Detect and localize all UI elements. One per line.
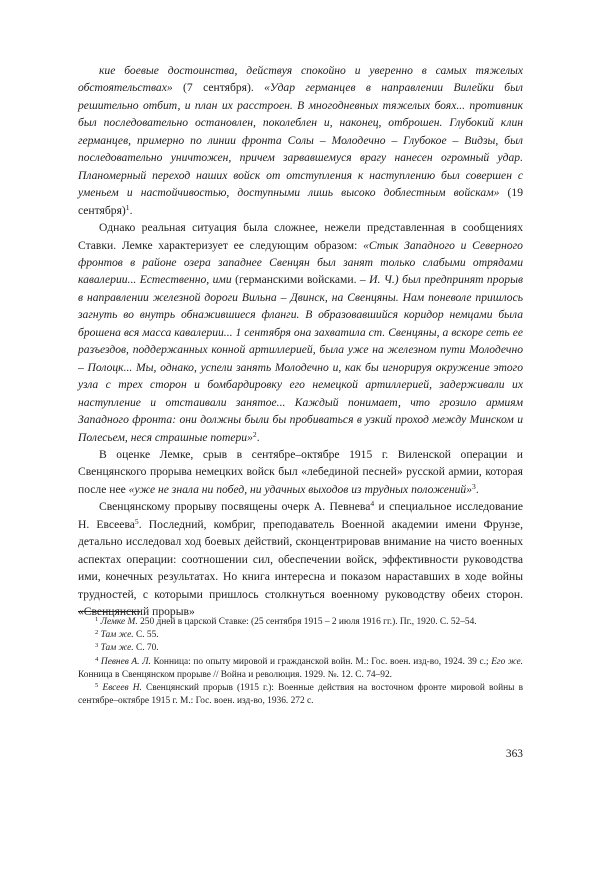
footnote-item bbox=[78, 642, 523, 655]
text-run: Конница: по опыту мировой и гражданской войн. М.: Гос. воен. изд-во, 1924. 39 с.; bbox=[150, 656, 492, 667]
footnote-separator-rule bbox=[78, 611, 140, 612]
paragraph-4 bbox=[78, 498, 523, 620]
footnote-reference[interactable]: 4 bbox=[370, 499, 375, 509]
text-run: «Удар германцев в направлении Вилейки был решительно отбит, и план их расстроен. В многодневных тяжелых боях... противник был последовательно остановлен, поколеблен и, наконец, отброшен. Глубокий клин германцев, примерно по линии фронта Солы – Молодечно – Глубокое – Видзы, был последовательно уничтожен, причем зарвавшемуся врагу нанесен огромный удар. Планомерный переход наших войск от отступления к наступлению был совершен с уменьем и настойчивостью, доступными лишь высоко доблестным войскам» bbox=[78, 81, 523, 200]
text-run: Его же. bbox=[491, 656, 523, 667]
footnote-marker: 5 bbox=[95, 682, 99, 690]
text-run: И. Ч.) bbox=[369, 273, 403, 287]
footnote-item bbox=[78, 682, 523, 708]
text-run: Конница в Свенцянском прорыве // Война и революция. 1929. №. 12. С. 74–92. bbox=[78, 669, 392, 680]
footnote-item bbox=[78, 656, 523, 682]
footnote-list bbox=[78, 616, 523, 708]
text-run: В оценке Лемке, срыв в сентябре–октябре 1915 г. Виленской операции и Свенцянского прорыва немецких войск был «лебединой песней» русской армии, которая после нее bbox=[78, 447, 523, 496]
text-run: С. 55. bbox=[133, 630, 159, 641]
footnote-marker: 1 bbox=[95, 616, 99, 624]
text-run: С. 70. bbox=[133, 643, 159, 654]
footnote-marker: 3 bbox=[95, 642, 99, 650]
footnote-reference[interactable]: 3 bbox=[472, 482, 476, 492]
text-run: (7 сентября). bbox=[172, 81, 265, 95]
text-run: . bbox=[475, 482, 479, 496]
text-run: Лемке М. bbox=[100, 617, 138, 627]
footnote-item bbox=[78, 616, 523, 629]
text-run: Евсеев Н. bbox=[102, 683, 142, 694]
paragraph-1 bbox=[78, 62, 523, 219]
text-run: . bbox=[256, 430, 260, 444]
footnotes-section bbox=[78, 611, 523, 708]
footnote-reference[interactable]: 2 bbox=[252, 429, 257, 439]
text-run: Однако реальная ситуация была сложнее, нежели представленная в сообщениях Ставки. Лемке характеризует ее следующим образом: bbox=[78, 221, 523, 252]
text-run: (19 сентября) bbox=[78, 186, 523, 217]
footnote-item bbox=[78, 629, 523, 642]
text-run: . bbox=[129, 203, 133, 217]
footnote-reference[interactable]: 1 bbox=[125, 202, 130, 212]
text-run: Свенцянскому прорыву посвящены очерк А. Певнева bbox=[99, 500, 371, 514]
footnote-reference[interactable]: 5 bbox=[134, 516, 139, 526]
footnote-marker: 4 bbox=[95, 655, 99, 663]
text-run: Свенцянский прорыв (1915 г.): Военные действия на восточном фронте мировой войны в сентябре–октябре 1915 г. М.: Гос. воен. изд-во, 1936. 272 с. bbox=[78, 683, 524, 707]
footnote-marker: 2 bbox=[95, 629, 99, 637]
paragraph-3 bbox=[78, 446, 523, 498]
text-run: «уже не знала ни побед, ни удачных выходов из трудных положений» bbox=[128, 482, 473, 496]
text-run: . Последний, комбриг, преподаватель Военной академии имени Фрунзе, детально исследовал ход боевых действий, сконцентрировав внимание на чисто военных аспектах операции: соотношении сил, обеспечении войск, эффективности руководства ими, конечных результатах. Но книга интересна и показом нараставших в ходе войны трудностей, с которыми пришлось столкнуться военному руководству обеих сторон. «Свенцянский прорыв» bbox=[78, 517, 523, 619]
text-run: 250 дней в царской Ставке: (25 сентября 1915 – 2 июля 1916 гг.). Пг., 1920. С. 52–54. bbox=[137, 617, 477, 627]
paragraph-2 bbox=[78, 219, 523, 446]
page-number: 363 bbox=[505, 748, 523, 760]
text-run: Там же. bbox=[100, 630, 134, 641]
text-run: Там же. bbox=[100, 643, 134, 654]
text-run: и специальное исследование Н. Евсеева bbox=[78, 500, 523, 531]
text-run: был предпринят прорыв в направлении железной дороги Вильна – Двинск, на Свенцяны. Нам поневоле пришлось загнуть во внутрь обнажившиеся фланги. В образовавшийся коридор немцами была брошена вся масса кавалерии... 1 сентября она захватила ст. Свенцяны, а вскоре сеть ее разъездов, поддержанных конной артиллерией, была уже на железном пути Молодечно – Полоцк... Мы, однако, успели занять Молодечно и, как бы игнорируя окружение этого узла с трех сторон и бомбардировку его немецкой артиллерией, задерживали их наступление и отстаивали занятое... Каждый понимает, что грозило армиям Западного фронта: они должны были бы пробиваться в узкий проход между Минском и Полесьем, неся страшные потери» bbox=[78, 273, 523, 444]
text-run: «Стык Западного и Северного фронтов в районе озера западнее Свенцян был занят только слабыми отрядами кавалерии... Естественно, ими bbox=[78, 238, 523, 287]
text-run: кие боевые достоинства, действуя спокойно и уверенно в самых тяжелых обстоятельствах» bbox=[78, 64, 523, 95]
text-run: Певнев А. Л. bbox=[100, 656, 151, 667]
text-run: (германскими войсками. – bbox=[235, 273, 370, 287]
